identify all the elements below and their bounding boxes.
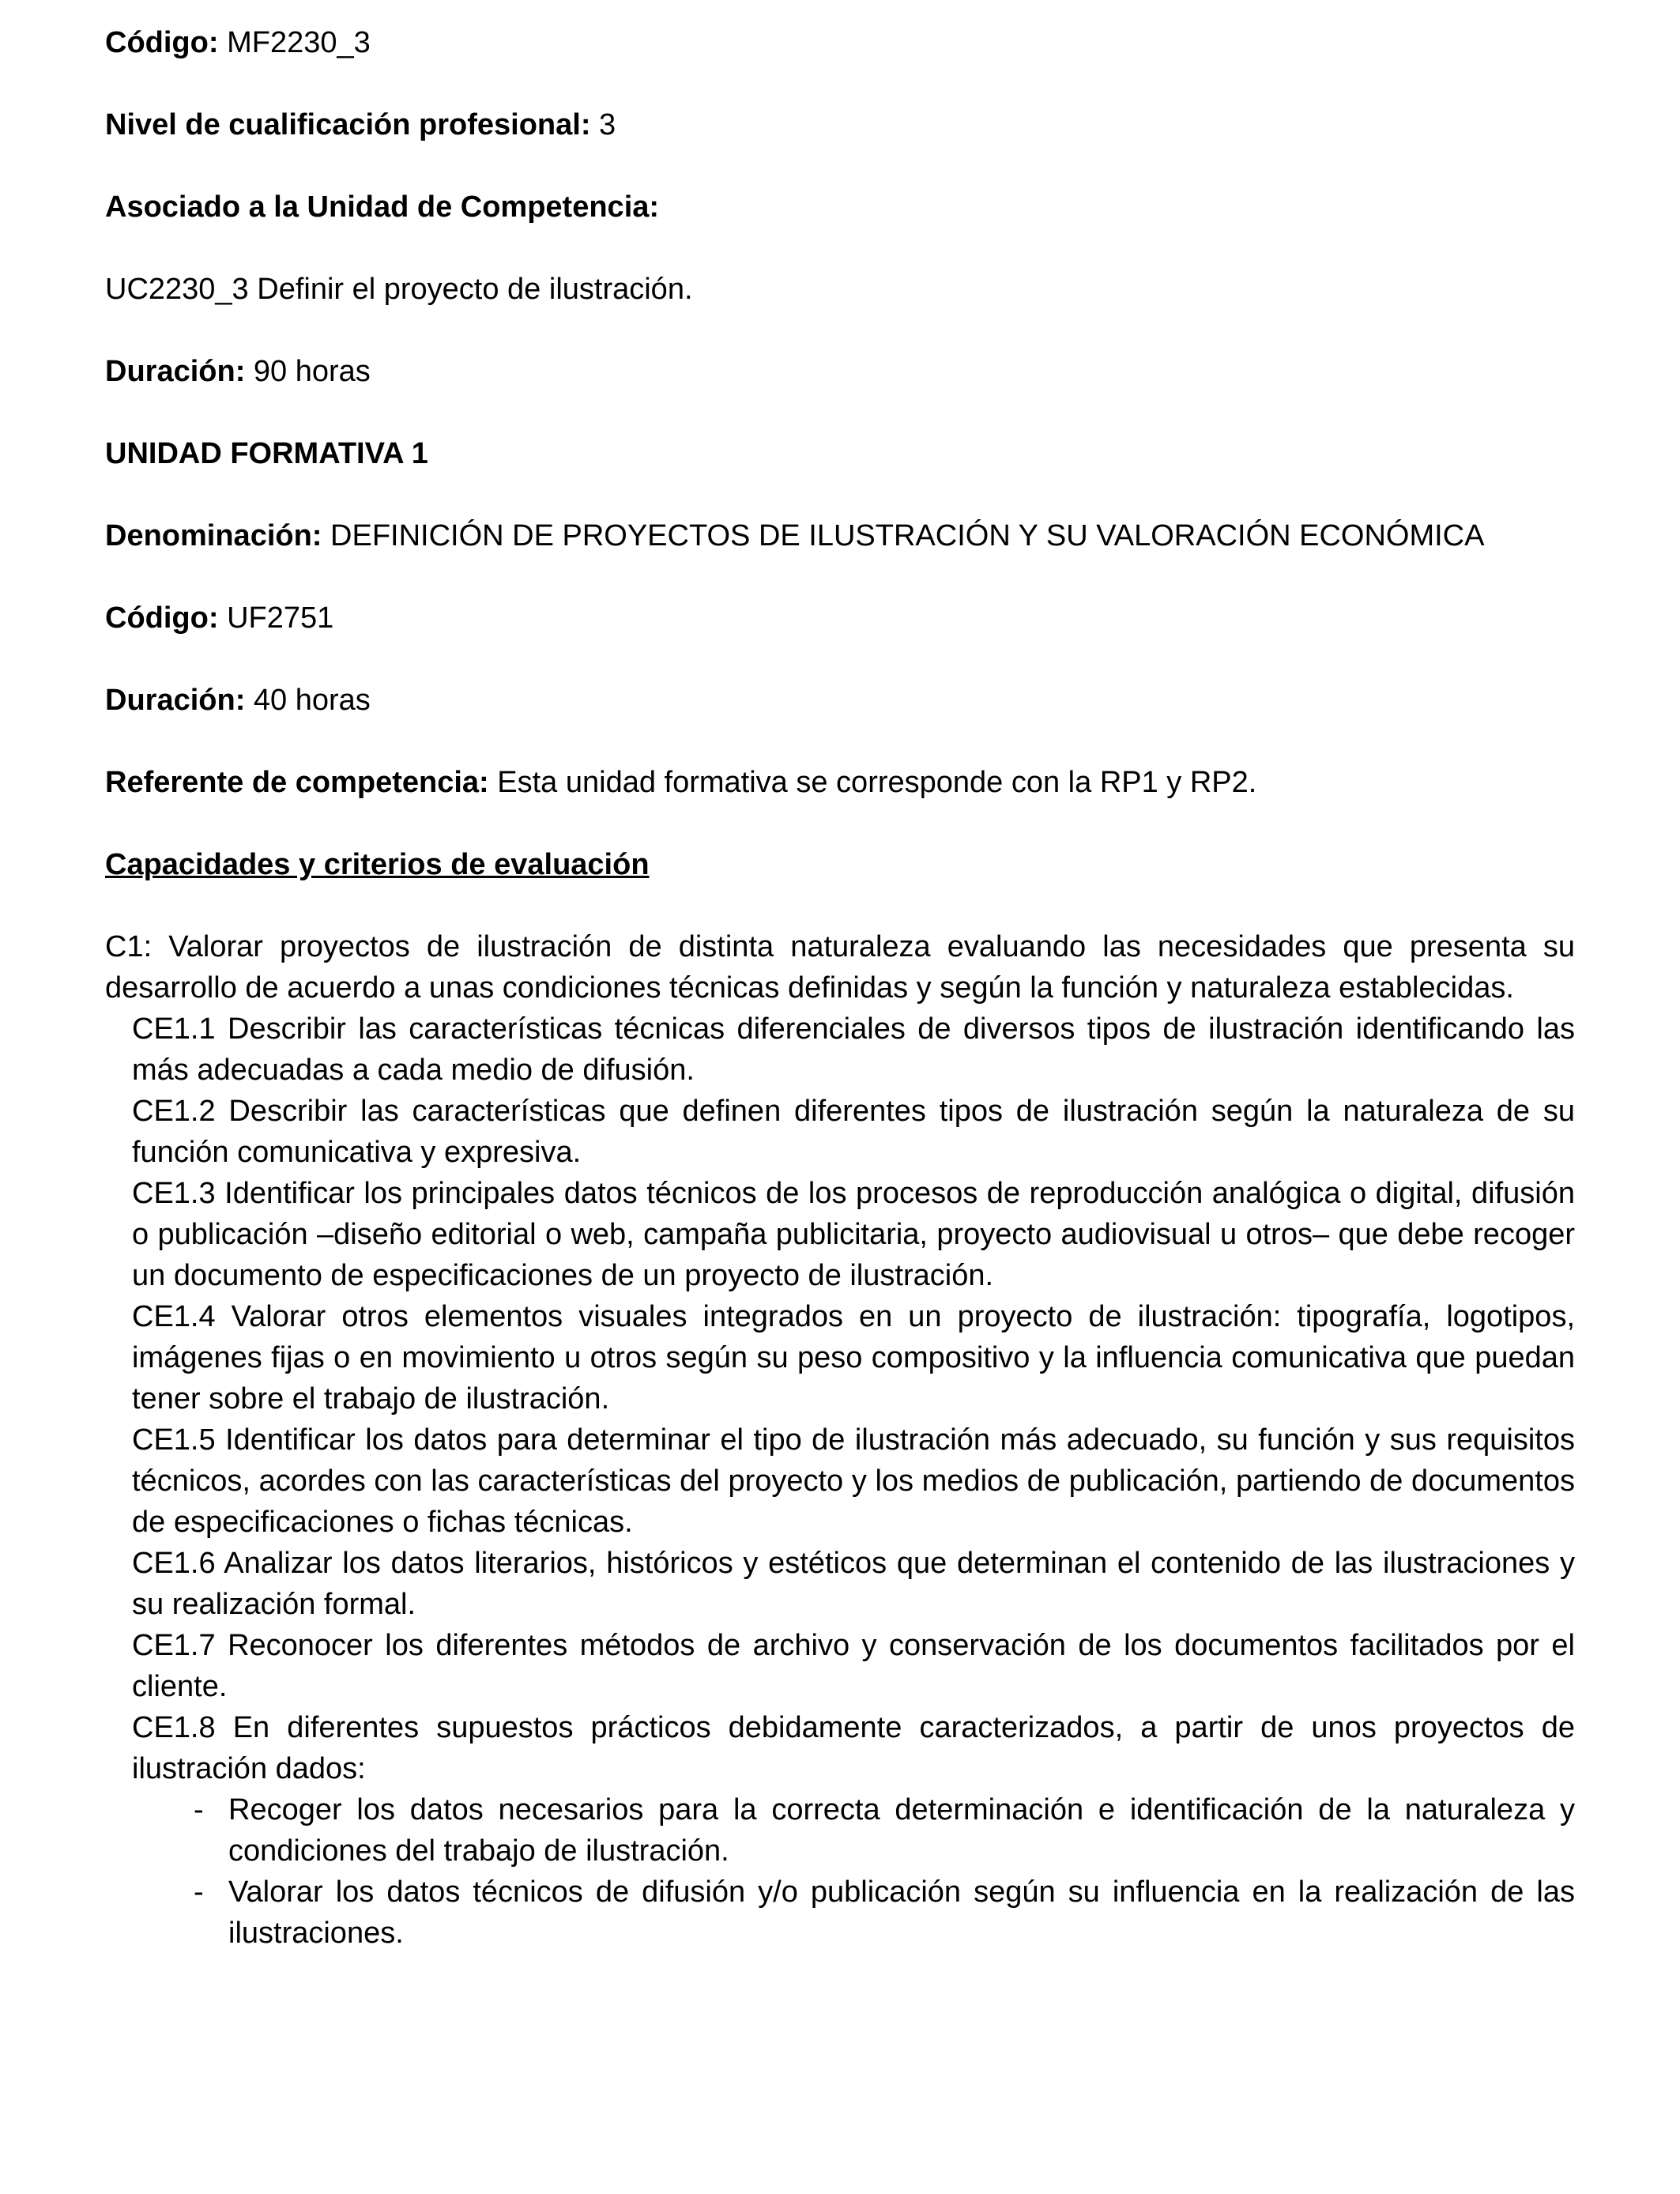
list-item-text: Recoger los datos necesarios para la correcta determinación e identificación de la naturaleza y condiciones del trabajo de ilustración. [228,1793,1575,1868]
field-nivel-cualificacion [105,104,1575,145]
field-value: UC2230_3 Definir el proyecto de ilustración. [105,273,693,306]
field-value: 3 [590,108,616,141]
field-label: Código: [105,601,219,635]
field-referente-competencia [105,762,1575,803]
field-denominacion [105,515,1575,556]
heading-unidad-formativa [105,433,1575,474]
heading-text [105,848,650,881]
field-label: Denominación: [105,519,322,552]
criteria-item-ce1-6: CE1.6 Analizar los datos literarios, históricos y estéticos que determinan el contenido de las ilustraciones y su realización formal. [132,1547,1575,1621]
criteria-item-ce1-2: CE1.2 Describir las características que definen diferentes tipos de ilustración según la naturaleza de su función comunicativa y expresiva. [132,1095,1575,1169]
field-value: DEFINICIÓN DE PROYECTOS DE ILUSTRACIÓN Y SU VALORACIÓN ECONÓMICA [322,519,1485,552]
field-uc-definicion [105,269,1575,310]
field-label: Nivel de cualificación profesional: [105,108,591,141]
dash-bullet: - [194,1875,204,1909]
field-label: Código: [105,26,219,59]
field-value: 40 horas [245,684,371,717]
field-duracion-uf [105,680,1575,721]
criteria-item-ce1-8: CE1.8 En diferentes supuestos prácticos debidamente caracterizados, a partir de unos proyectos de ilustración dados: [132,1711,1575,1785]
field-codigo-modulo [105,22,1575,63]
heading-capacidades-criterios [105,844,1575,885]
field-label: Duración: [105,684,246,717]
criteria-item-ce1-3: CE1.3 Identificar los principales datos técnicos de los procesos de reproducción analógica o digital, difusión o publicación –diseño editorial o web, campaña publicitaria, proyecto audiovisual u otros– que debe recoger un documento de especificaciones de un proyecto de ilustración. [132,1177,1575,1292]
list-item-valorar-datos [194,1872,1575,1954]
criteria-item-ce1-4: CE1.4 Valorar otros elementos visuales integrados en un proyecto de ilustración: tipografía, logotipos, imágenes fijas o en movimiento u otros según su peso compositivo y la influencia comunicativa que puedan tener sobre el trabajo de ilustración. [132,1300,1575,1416]
dash-bullet: - [194,1793,204,1826]
criteria-item-ce1-1: CE1.1 Describir las características técnicas diferenciales de diversos tipos de ilustración identificando las más adecuadas a cada medio de difusión. [132,1012,1575,1087]
list-item-recoger-datos [194,1789,1575,1872]
field-asociado-unidad [105,187,1575,228]
field-label: Referente de competencia: [105,766,489,799]
heading-text: UNIDAD FORMATIVA 1 [105,437,428,470]
criteria-item-ce1-5: CE1.5 Identificar los datos para determinar el tipo de ilustración más adecuado, su función y sus requisitos técnicos, acordes con las características del proyecto y los medios de publicación, partiendo de documentos de especificaciones o fichas técnicas. [132,1423,1575,1539]
field-label: Asociado a la Unidad de Competencia: [105,190,660,224]
list-item-text: Valorar los datos técnicos de difusión y/o publicación según su influencia en la realización de las ilustraciones. [228,1875,1575,1950]
criteria-item-ce1-7: CE1.7 Reconocer los diferentes métodos de archivo y conservación de los documentos facilitados por el cliente. [132,1629,1575,1703]
heading-underline-text: Capacidades y criterios de evaluación [105,848,650,881]
field-value: UF2751 [218,601,334,635]
field-codigo-uf [105,598,1575,639]
field-value: MF2230_3 [218,26,371,59]
field-value: 90 horas [245,355,371,388]
field-value: Esta unidad formativa se corresponde con la RP1 y RP2. [488,766,1257,799]
field-duracion-modulo [105,351,1575,392]
paragraph-c1-intro: C1: Valorar proyectos de ilustración de distinta naturaleza evaluando las necesidades que presenta su desarrollo de acuerdo a unas condiciones técnicas definidas y según la función y naturaleza establecidas. [105,930,1575,1005]
field-label: Duración: [105,355,246,388]
